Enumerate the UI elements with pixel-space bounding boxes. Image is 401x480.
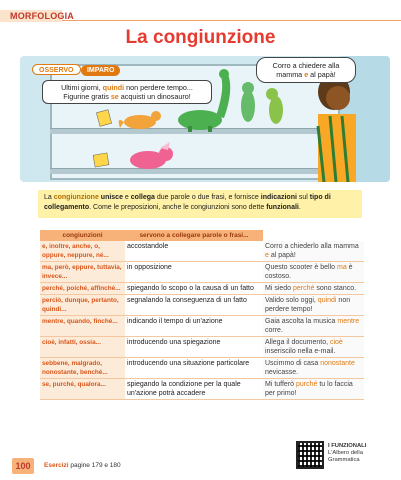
- text: Questo scooter è bello: [265, 264, 337, 271]
- conjunctions-table: [40, 230, 364, 400]
- text: è costoso.: [265, 264, 353, 280]
- text: . Come le preposizioni, anche le congiunzioni sono dette: [89, 204, 267, 211]
- example-cell: [263, 316, 364, 337]
- table-header-row: [40, 230, 364, 241]
- text: corre.: [265, 327, 283, 334]
- purpose-cell: spiegando lo scopo o la causa di un fatto: [125, 283, 263, 295]
- example-cell: [263, 295, 364, 316]
- speech-bubble-left: [42, 80, 212, 104]
- observe-badge: OSSERVO: [32, 64, 81, 75]
- observe-learn-badges: [32, 59, 120, 74]
- conjunction-cell: ma, però, eppure, tuttavia, invece...: [40, 262, 125, 283]
- keyword: funzionali: [266, 204, 299, 211]
- highlighted-conjunction: ma: [337, 264, 347, 271]
- keyword: tipo di collegamento: [44, 194, 331, 211]
- highlighted-conjunction: e: [304, 70, 309, 79]
- table-row: [40, 241, 364, 262]
- text: al papà!: [308, 70, 336, 79]
- text: mamma: [276, 70, 305, 79]
- table-row: [40, 295, 364, 316]
- page-number: 100: [12, 458, 34, 474]
- conjunction-cell: sebbene, malgrado, nonostante, benché...: [40, 358, 125, 379]
- text: Figurine gratis: [63, 92, 111, 101]
- example-cell: [263, 337, 364, 358]
- keyword: indicazioni: [260, 194, 297, 201]
- text: Allega il documento,: [265, 339, 330, 346]
- table-row: [40, 316, 364, 337]
- highlighted-conjunction: nonostante: [320, 360, 355, 367]
- text: acquisti un dinosauro!: [118, 92, 191, 101]
- conjunction-cell: se, purché, qualora...: [40, 379, 125, 400]
- conjunction-cell: e, inoltre, anche, o, oppure, neppure, né...: [40, 241, 125, 262]
- example-cell: [263, 241, 364, 262]
- conjunction-cell: mentre, quando, finché...: [40, 316, 125, 337]
- example-cell: [263, 283, 364, 295]
- section-label: MORFOLOGIA: [10, 11, 74, 21]
- text: al papà!: [268, 252, 296, 259]
- example-cell: [263, 262, 364, 283]
- definition-box: [38, 190, 362, 218]
- qr-caption-subtitle: L'Albero della Grammatica: [328, 450, 363, 463]
- text: tu lo faccia per primo!: [265, 381, 353, 397]
- highlighted-conjunction: cioè: [329, 339, 343, 346]
- text: .: [298, 204, 301, 211]
- column-header-purpose: servono a collegare parole o frasi...: [125, 230, 263, 241]
- highlighted-conjunction: perché: [293, 285, 315, 292]
- highlighted-conjunction: quindi: [102, 83, 125, 92]
- example-cell: [263, 358, 364, 379]
- text: non perdere tempo...: [124, 83, 193, 92]
- purpose-cell: segnalando la conseguenza di un fatto: [125, 295, 263, 316]
- bubble-left-line1: [47, 83, 207, 92]
- qr-caption-title: I FUNZIONALI: [328, 443, 367, 449]
- bubble-right-line2: [261, 70, 351, 79]
- text: non perdere tempo!: [265, 297, 351, 313]
- highlighted-conjunction: quindi: [317, 297, 337, 304]
- table-row: [40, 337, 364, 358]
- page-title: La congiunzione: [125, 27, 276, 48]
- text: Ultimi giorni,: [61, 83, 103, 92]
- text: Uscimmo di casa: [265, 360, 321, 367]
- bubble-left-line2: [47, 92, 207, 101]
- purpose-cell: accostandole: [125, 241, 263, 262]
- conjunction-cell: perciò, dunque, pertanto, quindi...: [40, 295, 125, 316]
- column-header-conjunctions: congiunzioni: [40, 230, 125, 241]
- purpose-cell: introducendo una situazione particolare: [125, 358, 263, 379]
- conjunction-cell: perché, poiché, affinché...: [40, 283, 125, 295]
- highlighted-conjunction: mentre: [337, 318, 360, 325]
- table-row: [40, 283, 364, 295]
- text: Corro a chiederlo alla mamma: [265, 243, 359, 250]
- keyword: congiunzione: [53, 194, 99, 201]
- qr-code-icon[interactable]: [296, 441, 324, 469]
- table-row: [40, 262, 364, 283]
- text: sono stanco.: [314, 285, 357, 292]
- header-rule: [62, 20, 401, 21]
- highlighted-conjunction: e: [265, 252, 269, 259]
- example-cell: [263, 379, 364, 400]
- qr-caption: [328, 443, 388, 464]
- highlighted-conjunction: purché: [296, 381, 318, 388]
- text: La: [44, 194, 54, 201]
- purpose-cell: spiegando la condizione per la quale un'azione potrà accadere: [125, 379, 263, 400]
- text: sul: [296, 194, 310, 201]
- purpose-cell: indicando il tempo di un'azione: [125, 316, 263, 337]
- learn-badge: IMPARO: [81, 65, 120, 76]
- column-header-examples: [263, 230, 364, 241]
- text: due parole o due frasi, e fornisce: [154, 194, 261, 201]
- conjunction-cell: cioè, infatti, ossia...: [40, 337, 125, 358]
- text: Valido solo oggi,: [265, 297, 318, 304]
- exercises-pages: pagine 179 e 180: [68, 462, 121, 469]
- highlighted-conjunction: se: [110, 92, 119, 101]
- keyword: unisce: [100, 194, 123, 201]
- purpose-cell: introducendo una spiegazione: [125, 337, 263, 358]
- text: Mi siedo: [265, 285, 294, 292]
- section-header: [0, 10, 401, 24]
- speech-bubble-right: [256, 57, 356, 83]
- purpose-cell: in opposizione: [125, 262, 263, 283]
- keyword: collega: [130, 194, 155, 201]
- exercises-reference[interactable]: [44, 462, 121, 469]
- bubble-right-line1: Corro a chiedere alla: [272, 61, 340, 70]
- text: nevicasse.: [265, 369, 299, 376]
- text: Mi tufferò: [265, 381, 296, 388]
- exercises-label: Esercizi: [44, 462, 69, 469]
- text: e: [122, 194, 131, 201]
- table-row: [40, 379, 364, 400]
- table-row: [40, 358, 364, 379]
- text: inseriscilo nella e-mail.: [265, 348, 336, 355]
- text: Gaia ascolta la musica: [265, 318, 338, 325]
